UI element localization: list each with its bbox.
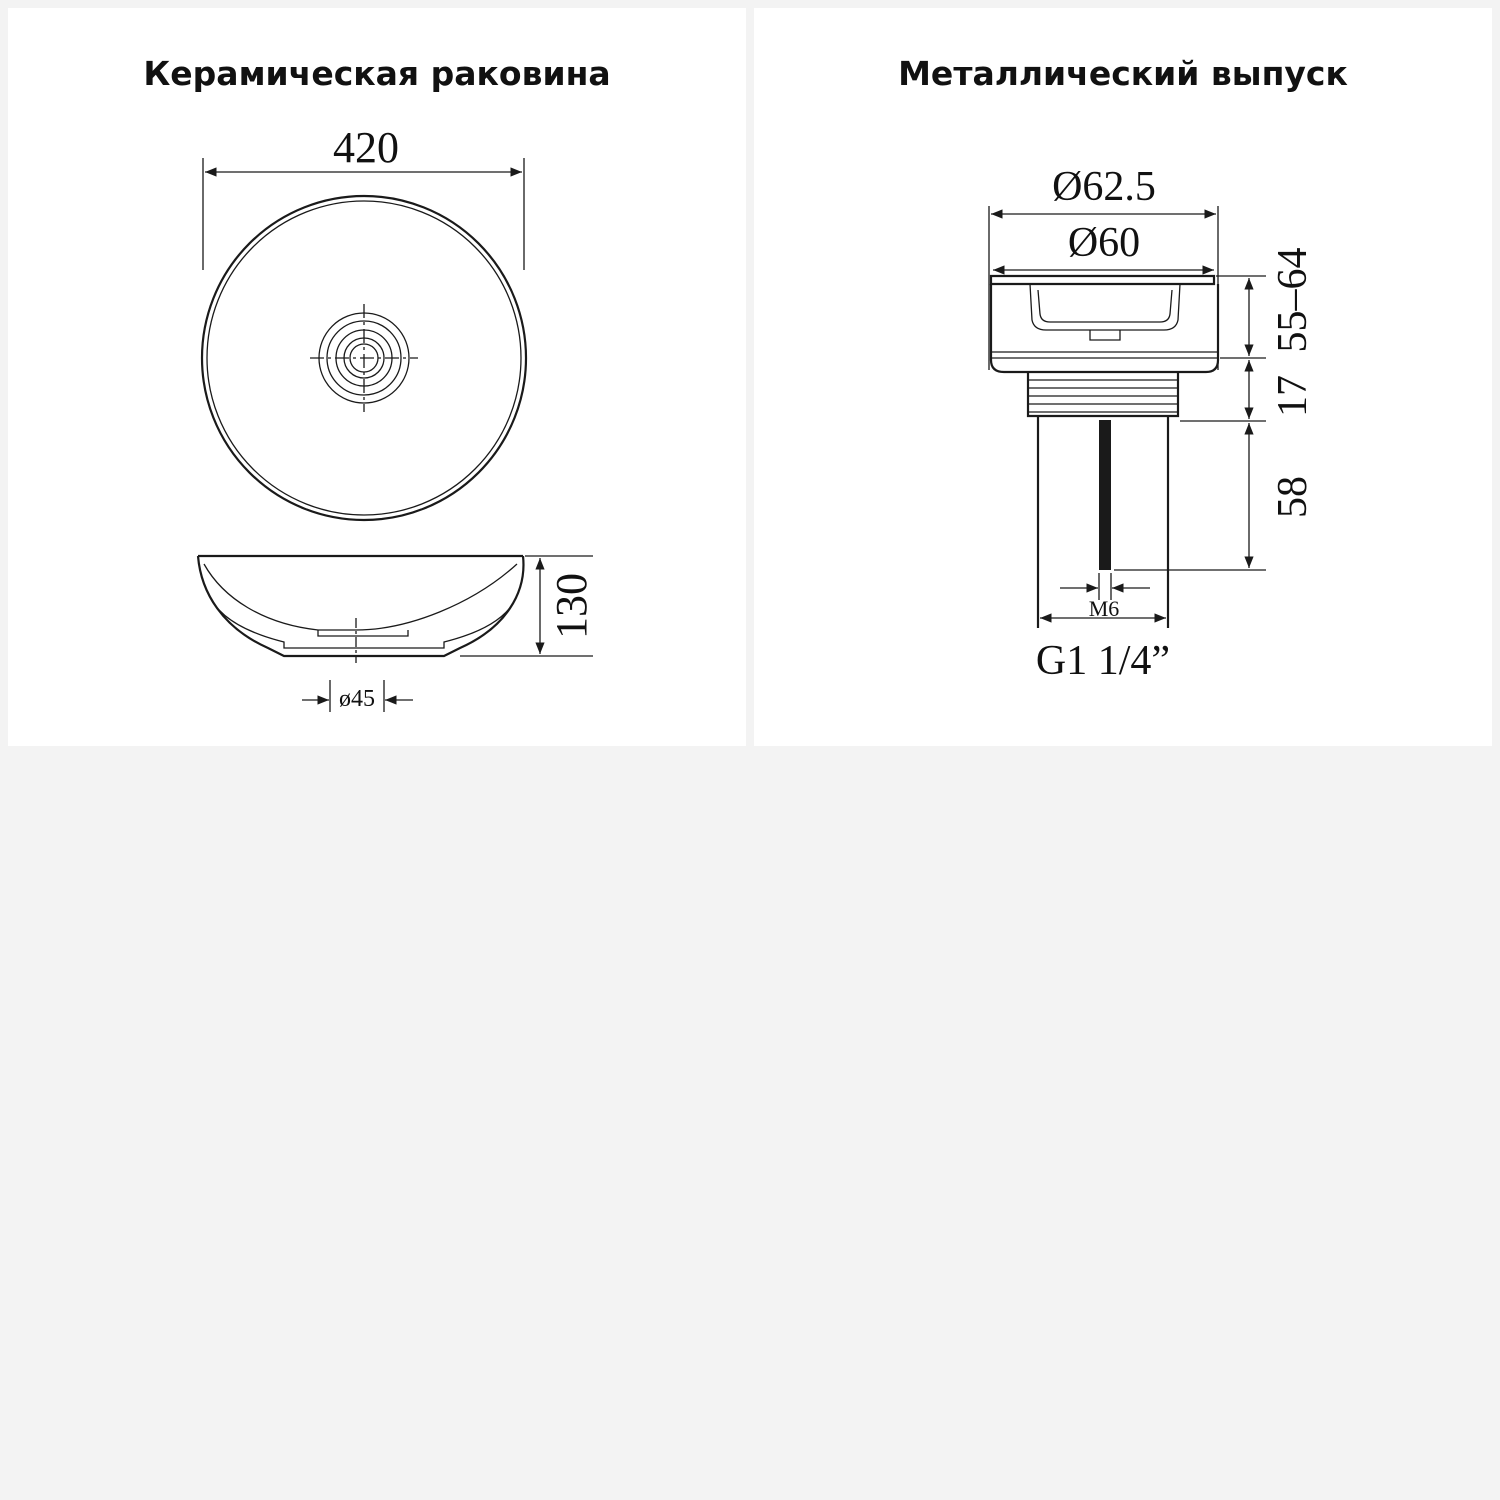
drain-bottom-dimensions bbox=[1036, 573, 1170, 684]
drain-inner-diameter-label: Ø60 bbox=[1067, 220, 1141, 266]
drain-diameter-dimensions bbox=[989, 164, 1218, 370]
drain-hole bbox=[310, 304, 418, 412]
drain-tail-length-label: 58 bbox=[1270, 476, 1316, 518]
sink-height-label: 130 bbox=[547, 573, 596, 639]
sink-side-view bbox=[198, 556, 596, 712]
drain-screw-label: M6 bbox=[1088, 596, 1120, 621]
drain-panel bbox=[754, 8, 1492, 746]
sink-top-view bbox=[202, 196, 526, 520]
drain-range-label: 55–64 bbox=[1270, 247, 1316, 353]
drain-outer-diameter-label: Ø62.5 bbox=[1052, 164, 1156, 210]
drain-title: Металлический выпуск bbox=[898, 54, 1348, 93]
sink-width-label: 420 bbox=[333, 123, 399, 172]
sink-drawing bbox=[8, 8, 746, 746]
drain-nut-height-label: 17 bbox=[1270, 375, 1316, 417]
drain-drawing bbox=[754, 8, 1492, 746]
drain-height-dimensions bbox=[1114, 248, 1316, 571]
screw bbox=[1099, 420, 1111, 570]
sink-panel bbox=[8, 8, 746, 746]
drain-thread-label: G1 1/4” bbox=[1035, 638, 1171, 684]
drain-body bbox=[991, 276, 1218, 628]
thread-lines bbox=[1028, 380, 1178, 412]
sink-title: Керамическая раковина bbox=[143, 54, 611, 93]
sink-drain-diameter-label: ø45 bbox=[339, 686, 375, 712]
